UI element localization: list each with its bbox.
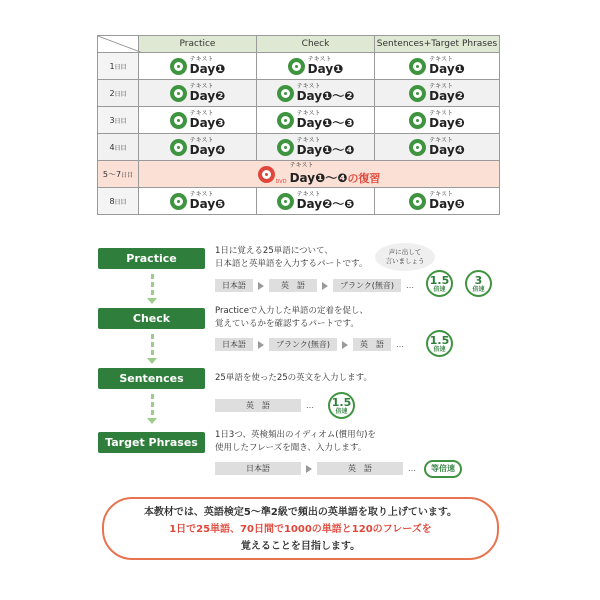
table-row: [98, 80, 500, 107]
cell: [375, 53, 500, 80]
practice-flow: [215, 279, 416, 292]
practice-step: Practice: [98, 248, 205, 269]
arrow-right-icon: [258, 282, 264, 290]
cd-icon: [277, 193, 294, 210]
check-desc: Practiceで入力した単語の定着を促し、 覚えているかを確認するパートです。: [215, 306, 368, 329]
target-phrases-desc: 1日3つ、英検頻出のイディオム(慣用句)を 使用したフレーズを聞き、入力します。: [215, 430, 376, 453]
text-label: テキスト: [296, 191, 321, 198]
review-row: [98, 161, 500, 188]
cd-icon: [288, 58, 305, 75]
day-label: Day❺: [429, 197, 465, 211]
day-cell: 5〜7日目: [98, 161, 139, 188]
day-label: Day❺: [189, 197, 226, 211]
day-cell: 3日目: [98, 107, 139, 134]
cd-icon: [170, 193, 187, 210]
text-label: テキスト: [296, 110, 321, 117]
text-label: テキスト: [289, 162, 314, 169]
arrow-right-icon: [342, 341, 348, 349]
day-label: Day❶: [307, 62, 344, 76]
cell: [375, 107, 500, 134]
text-label: テキスト: [189, 110, 214, 117]
cell: [139, 107, 257, 134]
text-label: テキスト: [429, 137, 454, 144]
flow-box: 日本語: [215, 462, 301, 475]
dots: …: [396, 340, 404, 349]
cd-icon: [170, 139, 187, 156]
text-label: テキスト: [189, 56, 214, 63]
check-flow: [215, 338, 406, 351]
cd-icon: [409, 193, 426, 210]
dots: …: [406, 281, 414, 290]
table-header: [98, 36, 500, 53]
flow-box: 日本語: [215, 338, 253, 351]
summary-note: [102, 497, 499, 560]
table-row: [98, 53, 500, 80]
cell: [139, 188, 257, 215]
speed-badge: 1.5 倍速: [426, 330, 453, 357]
schedule-table: [97, 35, 500, 215]
cell: [257, 107, 375, 134]
sentences-step: Sentences: [98, 368, 205, 389]
table-row: [98, 188, 500, 215]
flow-box: 英 語: [353, 338, 391, 351]
table-row: [98, 134, 500, 161]
day-label: Day❷: [429, 89, 465, 103]
cd-icon: [170, 85, 187, 102]
note-line: 覚えることを目指します。: [240, 541, 361, 552]
target-phrases-step: Target Phrases: [98, 432, 205, 453]
text-label: テキスト: [429, 56, 454, 63]
flow-box: 英 語: [215, 399, 301, 412]
cell: [257, 188, 375, 215]
column-header: Practice: [139, 36, 257, 53]
speed-badge: 3 倍速: [465, 270, 492, 297]
sentences-flow: [215, 399, 316, 412]
cd-icon: [409, 85, 426, 102]
day-label: Day❶: [189, 62, 226, 76]
cd-icon: [170, 112, 187, 129]
cd-icon: [409, 58, 426, 75]
table-row: [98, 107, 500, 134]
sentences-desc: 25単語を使った25の英文を入力します。: [215, 373, 372, 383]
day-cell: 8日目: [98, 188, 139, 215]
text-label: テキスト: [189, 83, 214, 90]
day-label: Day❶〜❷: [296, 89, 355, 103]
corner-cell: [98, 36, 139, 53]
day-cell: 1日目: [98, 53, 139, 80]
flow-box: 英 語: [269, 279, 317, 292]
dvd-label: DVD: [275, 179, 287, 185]
flow-box: ブランク(無音): [333, 279, 401, 292]
flow-box: ブランク(無音): [269, 338, 337, 351]
day-label: Day❹: [429, 143, 465, 157]
cell: [139, 53, 257, 80]
cell: [257, 80, 375, 107]
arrow-right-icon: [306, 465, 312, 473]
cd-icon: [409, 139, 426, 156]
flow-box: 日本語: [215, 279, 253, 292]
text-label: テキスト: [429, 83, 454, 90]
text-label: テキスト: [189, 191, 214, 198]
day-label: Day❹: [189, 143, 226, 157]
day-label: Day❷: [189, 89, 226, 103]
cell: [375, 188, 500, 215]
day-cell: 4日目: [98, 134, 139, 161]
cd-icon: [277, 85, 294, 102]
note-line: 本教材では、英語検定5〜準2級で頻出の英単語を取り上げています。: [143, 507, 458, 518]
speed-badge: 1.5 倍速: [328, 392, 355, 419]
day-label: Day❶〜❹: [296, 143, 355, 157]
check-step: Check: [98, 308, 205, 329]
cell: [139, 80, 257, 107]
down-arrow-icon: [147, 334, 157, 364]
review-word: の復習: [347, 172, 381, 185]
cell: [139, 134, 257, 161]
day-label: Day❶: [429, 62, 465, 76]
speed-badge: 1.5 倍速: [426, 270, 453, 297]
down-arrow-icon: [147, 394, 157, 424]
day-label: Day❸: [429, 116, 465, 130]
cell: [257, 53, 375, 80]
text-label: テキスト: [307, 56, 332, 63]
text-label: テキスト: [429, 191, 454, 198]
cd-icon: [170, 58, 187, 75]
dvd-icon: [258, 166, 275, 183]
day-label: Day❶〜❸: [296, 116, 355, 130]
column-header: Sentences+Target Phrases: [375, 36, 500, 53]
speed-badge: 等倍速: [424, 460, 462, 478]
day-cell: 2日目: [98, 80, 139, 107]
cd-icon: [277, 139, 294, 156]
day-label: Day❸: [189, 116, 226, 130]
cell: [375, 134, 500, 161]
day-label: Day❷〜❺: [296, 197, 355, 211]
cell: [257, 134, 375, 161]
cd-icon: [277, 112, 294, 129]
arrow-right-icon: [258, 341, 264, 349]
text-label: テキスト: [429, 110, 454, 117]
flow-box: 英 語: [317, 462, 403, 475]
cell: [375, 80, 500, 107]
cd-icon: [409, 112, 426, 129]
review-cell: [139, 161, 500, 188]
dots: …: [408, 464, 416, 473]
down-arrow-icon: [147, 274, 157, 304]
note-line-highlight: 1日で25単語、70日間で1000の単語と120のフレーズを: [169, 524, 432, 535]
dots: …: [306, 401, 314, 410]
text-label: テキスト: [189, 137, 214, 144]
day-label: Day❶〜❹: [289, 171, 348, 185]
target-phrases-flow: [215, 462, 418, 475]
speech-bubble: 声に出して 言いましょう: [375, 243, 435, 271]
text-label: テキスト: [296, 137, 321, 144]
arrow-right-icon: [322, 282, 328, 290]
practice-desc: 1日に覚える25単語について、 日本語と英単語を入力するパートです。: [215, 246, 368, 269]
text-label: テキスト: [296, 83, 321, 90]
column-header: Check: [257, 36, 375, 53]
